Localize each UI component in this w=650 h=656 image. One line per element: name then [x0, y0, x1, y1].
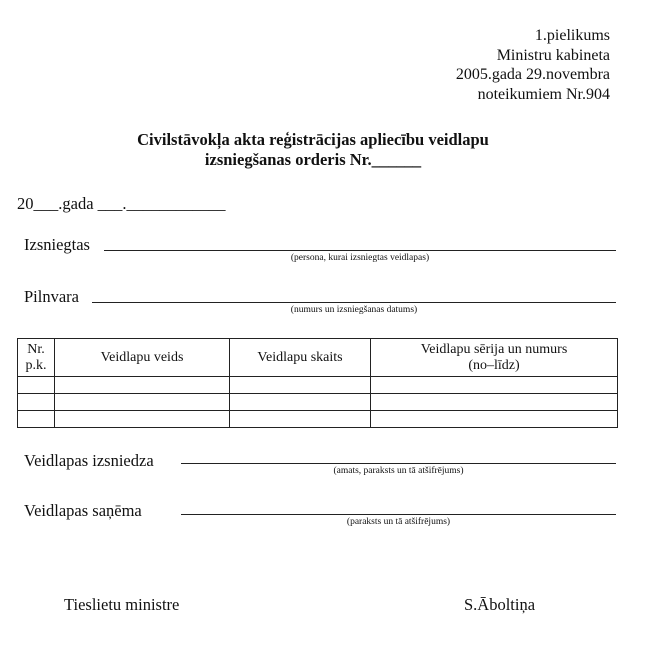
- signatory-position: Tieslietu ministre: [64, 595, 180, 614]
- power-of-attorney-hint: (numurs un izsniegšanas datums): [290, 305, 418, 315]
- issued-to-label: Izsniegtas: [24, 235, 90, 254]
- received-by-hint: (paraksts un tā atšifrējums): [346, 517, 451, 527]
- annex-line-3: 2005.gada 29.novembra: [455, 66, 610, 83]
- table-row: [18, 411, 618, 428]
- table-cell[interactable]: [55, 394, 230, 411]
- issued-by-hint: (amats, paraksts un tā atšifrējums): [333, 466, 464, 476]
- table-cell[interactable]: [230, 411, 371, 428]
- header-series-line-2: (no–līdz): [468, 357, 520, 373]
- forms-table: [17, 338, 618, 428]
- header-number-line-2: p.k.: [25, 357, 47, 373]
- received-by-label: Veidlapas saņēma: [24, 501, 142, 520]
- annex-line-4: noteikumiem Nr.904: [477, 85, 610, 103]
- signatory-name: S.Āboltiņa: [464, 595, 536, 614]
- annex-line-1: 1.pielikums: [534, 27, 610, 44]
- table-cell[interactable]: [230, 377, 371, 394]
- table-cell[interactable]: [18, 411, 55, 428]
- issued-by-label: Veidlapas izsniedza: [24, 451, 154, 470]
- issued-by-line[interactable]: [181, 463, 616, 464]
- header-form-type: [55, 339, 230, 377]
- title-line-1: Civilstāvokļa akta reģistrācijas apliecību veidlapu: [137, 130, 489, 149]
- header-series-line-1: Veidlapu sērija un numurs: [420, 341, 568, 357]
- header-number: [18, 339, 55, 377]
- received-by-line[interactable]: [181, 514, 616, 515]
- table-cell[interactable]: [55, 411, 230, 428]
- table-cell[interactable]: [230, 394, 371, 411]
- table-header-row: [18, 339, 618, 377]
- table-cell[interactable]: [55, 377, 230, 394]
- table-row: [18, 394, 618, 411]
- power-of-attorney-label: Pilnvara: [24, 287, 79, 306]
- power-of-attorney-line[interactable]: [92, 302, 616, 303]
- annex-reference: [456, 26, 610, 104]
- issued-to-hint: (persona, kurai izsniegtas veidlapas): [290, 253, 430, 263]
- header-form-type-label: Veidlapu veids: [100, 349, 184, 365]
- table-cell[interactable]: [18, 377, 55, 394]
- table-cell[interactable]: [371, 411, 618, 428]
- annex-line-2: Ministru kabineta: [496, 46, 610, 64]
- date-line: 20___.gada ___.____________: [17, 194, 226, 213]
- table-cell[interactable]: [371, 394, 618, 411]
- header-form-count: [230, 339, 371, 377]
- header-form-count-label: Veidlapu skaits: [257, 349, 343, 365]
- issued-to-line[interactable]: [104, 250, 616, 251]
- header-number-line-1: Nr.: [27, 341, 45, 357]
- table-row: [18, 377, 618, 394]
- header-series-number: [371, 339, 618, 377]
- table-cell[interactable]: [18, 394, 55, 411]
- table-cell[interactable]: [371, 377, 618, 394]
- document-title: [0, 130, 626, 170]
- title-line-2: izsniegšanas orderis Nr.______: [204, 150, 422, 169]
